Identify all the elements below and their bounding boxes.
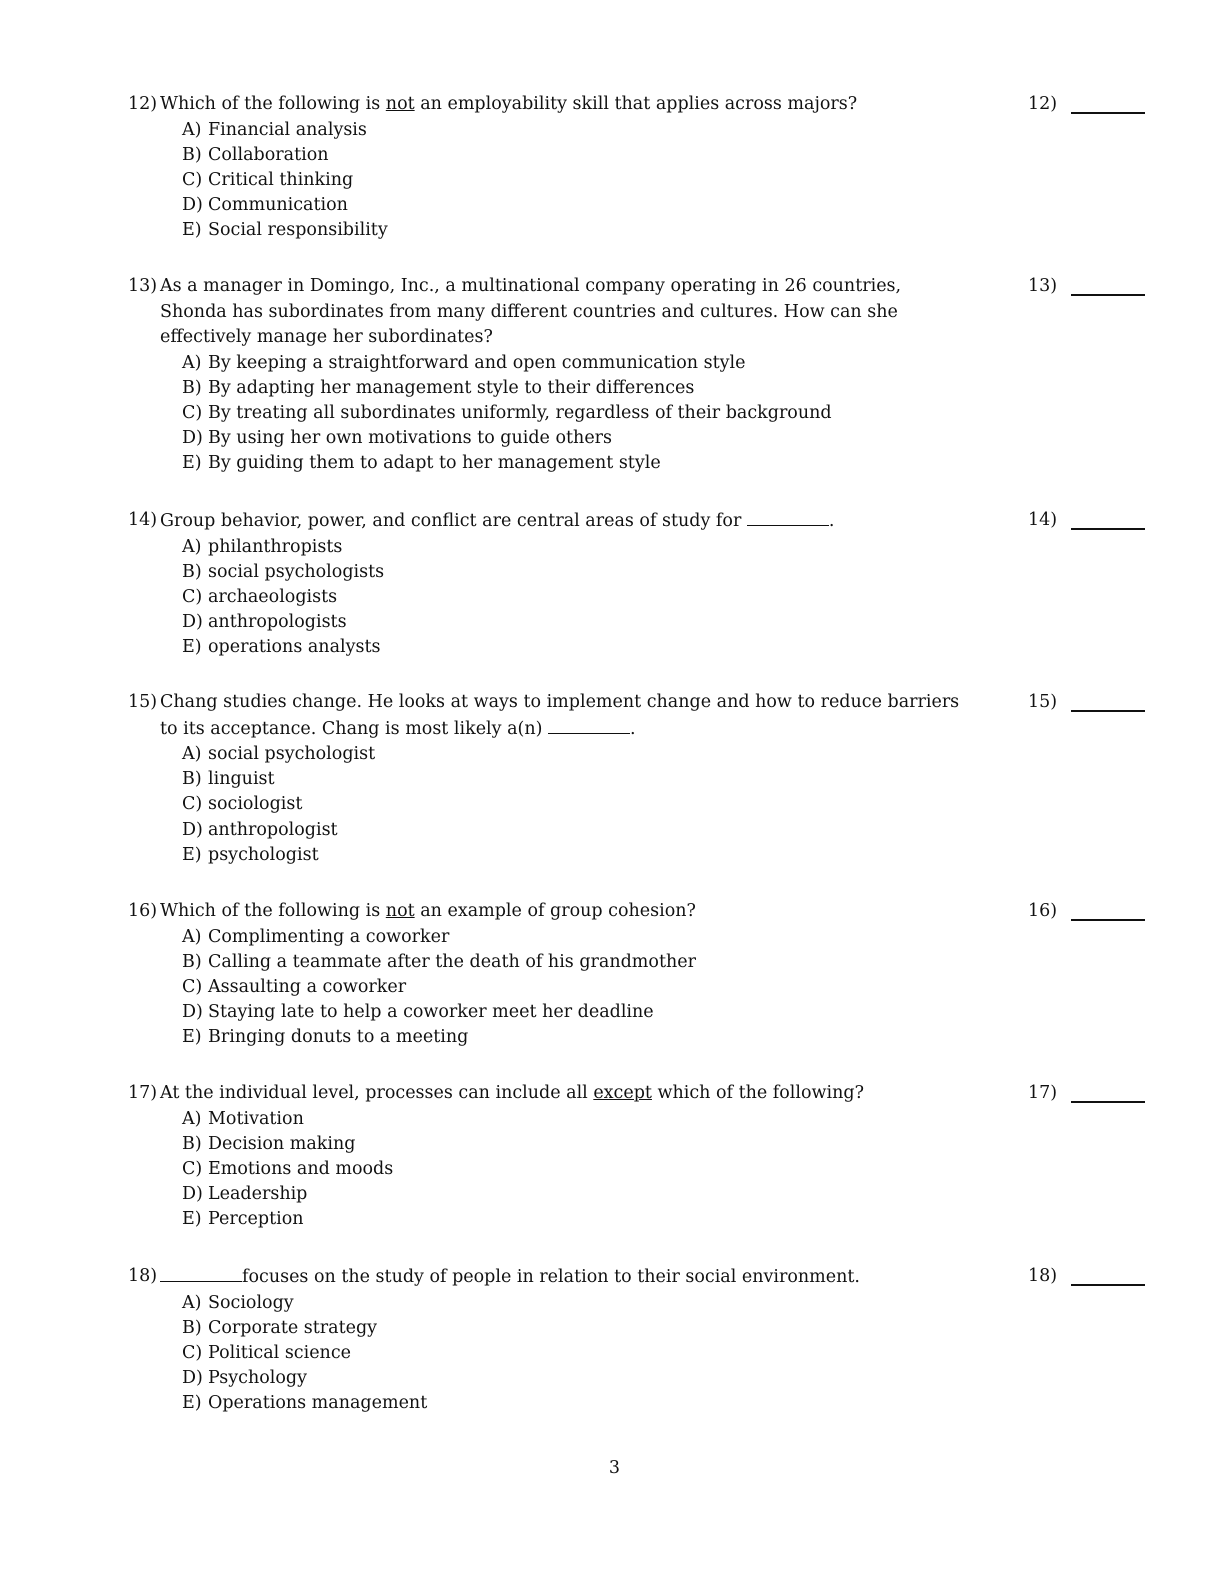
option-a: [128, 925, 1148, 950]
question-stem: [128, 899, 1148, 925]
option-letter: A): [182, 352, 202, 373]
option-b: [128, 767, 1148, 792]
question-number: 13): [128, 276, 158, 296]
option-d: [128, 818, 1148, 843]
answer-line[interactable]: [1071, 112, 1145, 114]
fill-in-blank: [747, 508, 829, 526]
option-text: Sociology: [208, 1292, 294, 1313]
option-text: Critical thinking: [208, 169, 354, 190]
option-letter: E): [182, 637, 202, 658]
option-text: anthropologists: [208, 612, 347, 633]
question-18: [128, 1264, 1148, 1417]
question-15: [128, 690, 1148, 868]
option-letter: B): [182, 1133, 202, 1154]
option-d: [128, 1000, 1148, 1025]
option-d: [128, 1182, 1148, 1207]
option-text: Political science: [208, 1342, 351, 1363]
option-letter: E): [182, 220, 202, 241]
option-text: By guiding them to adapt to her management style: [208, 453, 661, 474]
option-text: Communication: [208, 195, 348, 216]
question-number: 15): [128, 692, 158, 712]
option-text: Collaboration: [208, 144, 329, 165]
answer-label: 18): [1028, 1266, 1058, 1286]
fill-in-blank: [548, 716, 630, 734]
option-text: linguist: [208, 769, 275, 790]
option-letter: A): [182, 744, 202, 764]
option-letter: B): [182, 144, 202, 165]
stem-text: Group behavior, power, and conflict are central areas of study for: [160, 511, 747, 531]
answer-blank[interactable]: [1028, 1264, 1148, 1289]
answer-label: 16): [1028, 901, 1058, 921]
stem-text: which of the following?: [651, 1083, 864, 1103]
stem-text: .: [828, 511, 835, 531]
option-letter: D): [182, 195, 203, 216]
option-letter: C): [182, 1158, 203, 1179]
question-stem: [128, 1081, 1148, 1107]
option-text: By adapting her management style to their differences: [208, 377, 695, 398]
answer-blank[interactable]: [1028, 274, 1148, 299]
option-text: Financial analysis: [208, 119, 367, 140]
question-12: [128, 92, 1148, 244]
option-list: [128, 118, 1148, 244]
option-text: Leadership: [208, 1184, 308, 1205]
option-text: sociologist: [208, 794, 303, 815]
option-letter: B): [182, 561, 202, 582]
option-text: Operations management: [208, 1393, 428, 1414]
option-list: [128, 1291, 1148, 1417]
option-e: [128, 451, 1148, 476]
option-text: social psychologist: [208, 744, 376, 764]
option-b: [128, 376, 1148, 401]
option-letter: D): [182, 819, 203, 840]
stem-emphasis: except: [593, 1083, 652, 1103]
question-number: 18): [128, 1266, 158, 1286]
option-letter: D): [182, 1002, 203, 1023]
option-d: [128, 426, 1148, 451]
option-text: philanthropists: [208, 536, 343, 557]
option-text: By keeping a straightforward and open communication style: [208, 352, 746, 373]
option-text: Staying late to help a coworker meet her deadline: [208, 1002, 654, 1023]
answer-line[interactable]: [1071, 294, 1145, 296]
option-e: [128, 1207, 1148, 1232]
option-d: [128, 610, 1148, 635]
option-letter: E): [182, 1393, 202, 1414]
option-text: anthropologist: [208, 819, 338, 840]
option-text: Bringing donuts to a meeting: [208, 1027, 469, 1048]
option-a: [128, 1291, 1148, 1316]
option-a: [128, 1107, 1148, 1132]
answer-line[interactable]: [1071, 1284, 1145, 1286]
question-stem: [128, 508, 1148, 535]
stem-text: Which of the following is: [160, 901, 386, 921]
question-16: [128, 899, 1148, 1051]
option-letter: C): [182, 794, 203, 815]
option-list: [128, 351, 1148, 477]
option-letter: A): [182, 1292, 202, 1313]
answer-line[interactable]: [1071, 528, 1145, 530]
answer-line[interactable]: [1071, 710, 1145, 712]
question-stem: [128, 690, 1148, 742]
stem-text: At the individual level, processes can include all: [160, 1083, 594, 1103]
option-e: [128, 635, 1148, 660]
answer-blank[interactable]: [1028, 690, 1148, 715]
question-number: 14): [128, 510, 158, 530]
option-letter: C): [182, 402, 203, 423]
option-text: operations analysts: [208, 637, 381, 658]
option-list: [128, 1107, 1148, 1233]
option-letter: C): [182, 169, 203, 190]
option-b: [128, 950, 1148, 975]
option-a: [128, 742, 1148, 767]
stem-text: As a manager in Domingo, Inc., a multinational company operating in 26 countries, Shonda has subordinates from many different countries and cultures. How can she effectively manage her subordinates?: [160, 276, 902, 347]
question-17: [128, 1081, 1148, 1233]
option-b: [128, 143, 1148, 168]
option-c: [128, 1157, 1148, 1182]
option-letter: B): [182, 951, 202, 972]
stem-text: an employability skill that applies across majors?: [414, 94, 858, 114]
fill-in-blank: [160, 1264, 242, 1282]
option-letter: E): [182, 1027, 202, 1048]
option-c: [128, 585, 1148, 610]
question-number: 17): [128, 1083, 158, 1103]
option-text: Calling a teammate after the death of his grandmother: [208, 951, 696, 972]
question-number: 12): [128, 94, 158, 114]
option-d: [128, 193, 1148, 218]
option-letter: D): [182, 428, 203, 449]
option-e: [128, 218, 1148, 243]
option-letter: E): [182, 844, 202, 865]
answer-blank[interactable]: [1028, 899, 1148, 924]
option-list: [128, 535, 1148, 661]
option-letter: B): [182, 769, 202, 790]
answer-blank[interactable]: [1028, 508, 1148, 533]
option-text: Complimenting a coworker: [208, 926, 450, 947]
option-a: [128, 118, 1148, 143]
answer-blank[interactable]: [1028, 1081, 1148, 1106]
option-text: Assaulting a coworker: [208, 976, 407, 997]
option-text: Corporate strategy: [208, 1317, 378, 1338]
option-list: [128, 742, 1148, 868]
option-a: [128, 535, 1148, 560]
option-text: Perception: [208, 1209, 304, 1230]
option-a: [128, 351, 1148, 376]
option-b: [128, 1132, 1148, 1157]
answer-label: 17): [1028, 1083, 1058, 1103]
option-list: [128, 925, 1148, 1051]
option-text: archaeologists: [208, 586, 338, 607]
answer-blank[interactable]: [1028, 92, 1148, 117]
option-letter: A): [182, 119, 202, 140]
option-letter: A): [182, 536, 202, 557]
option-b: [128, 560, 1148, 585]
question-stem: [128, 1264, 1148, 1291]
option-letter: B): [182, 1317, 202, 1338]
option-c: [128, 168, 1148, 193]
option-letter: D): [182, 612, 203, 633]
option-text: By using her own motivations to guide others: [208, 428, 613, 449]
option-e: [128, 1025, 1148, 1050]
option-letter: B): [182, 377, 202, 398]
option-c: [128, 792, 1148, 817]
stem-text: .: [630, 718, 636, 739]
option-letter: E): [182, 1209, 202, 1230]
option-letter: D): [182, 1184, 203, 1205]
option-letter: A): [182, 926, 202, 947]
option-letter: C): [182, 1342, 203, 1363]
question-stem: [128, 92, 1148, 118]
stem-text: Which of the following is: [160, 94, 386, 114]
option-text: Social responsibility: [208, 220, 388, 241]
option-text: psychologist: [208, 844, 319, 865]
option-c: [128, 975, 1148, 1000]
option-text: Motivation: [208, 1108, 304, 1129]
answer-label: 12): [1028, 94, 1058, 114]
option-d: [128, 1366, 1148, 1391]
answer-label: 14): [1028, 510, 1058, 530]
option-text: Emotions and moods: [208, 1158, 394, 1179]
option-c: [128, 401, 1148, 426]
question-number: 16): [128, 901, 158, 921]
answer-label: 13): [1028, 276, 1058, 296]
answer-line[interactable]: [1071, 1101, 1145, 1103]
question-stem: [128, 274, 1148, 351]
stem-text: an example of group cohesion?: [414, 901, 696, 921]
answer-label: 15): [1028, 692, 1058, 712]
option-b: [128, 1316, 1148, 1341]
option-text: By treating all subordinates uniformly, regardless of their background: [208, 402, 832, 423]
option-letter: E): [182, 453, 202, 474]
page-number: 3: [608, 1458, 621, 1478]
option-letter: C): [182, 586, 203, 607]
question-13: [128, 274, 1148, 477]
option-e: [128, 843, 1148, 868]
option-letter: C): [182, 976, 203, 997]
stem-emphasis: not: [385, 901, 415, 921]
option-text: Decision making: [208, 1133, 356, 1154]
stem-emphasis: not: [385, 94, 415, 114]
stem-text: focuses on the study of people in relation to their social environment.: [242, 1267, 860, 1287]
option-c: [128, 1341, 1148, 1366]
question-14: [128, 508, 1148, 661]
option-text: Psychology: [208, 1368, 308, 1389]
answer-line[interactable]: [1071, 919, 1145, 921]
option-text: social psychologists: [208, 561, 385, 582]
stem-text: Chang studies change. He looks at ways to implement change and how to reduce barriers to its acceptance. Chang is most likely a(n): [160, 692, 960, 739]
option-letter: A): [182, 1108, 202, 1129]
option-letter: D): [182, 1368, 203, 1389]
option-e: [128, 1391, 1148, 1416]
